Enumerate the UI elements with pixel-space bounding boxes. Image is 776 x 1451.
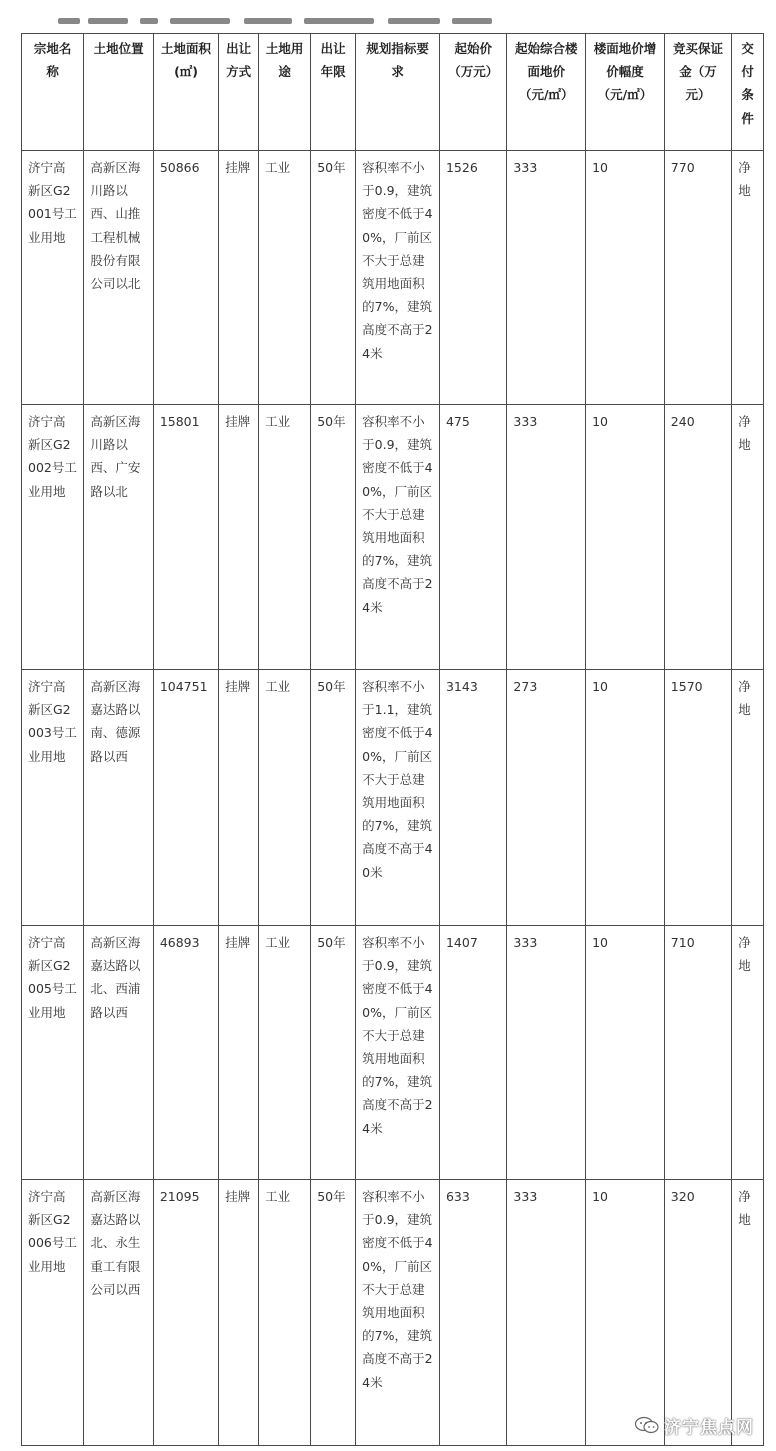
table-row xyxy=(22,405,764,670)
header-location: 土地位置 xyxy=(84,34,153,151)
table-row xyxy=(22,926,764,1180)
cell-term: 50年 xyxy=(311,926,356,1180)
cell-starting-price: 1526 xyxy=(439,151,506,405)
cell-floor-price: 273 xyxy=(507,670,586,926)
cell-parcel-name: 济宁高新区G2006号工业用地 xyxy=(22,1180,84,1446)
cell-planning-requirements: 容积率不小于0.9，建筑密度不低于40%，厂前区不大于总建筑用地面积的7%，建筑高度不高于24米 xyxy=(356,151,440,405)
wechat-icon xyxy=(634,1416,660,1434)
cell-location: 高新区海嘉达路以北、永生重工有限公司以西 xyxy=(84,1180,153,1446)
watermark-text: 济宁焦点网 xyxy=(664,1417,754,1438)
cell-price-increment: 10 xyxy=(586,1180,665,1446)
cell-deposit: 770 xyxy=(664,151,731,405)
cell-location: 高新区海嘉达路以南、德源路以西 xyxy=(84,670,153,926)
cell-transfer-method: 挂牌 xyxy=(219,151,259,405)
cell-area: 46893 xyxy=(153,926,218,1180)
cell-parcel-name: 济宁高新区G2005号工业用地 xyxy=(22,926,84,1180)
cell-location: 高新区海嘉达路以北、西浦路以西 xyxy=(84,926,153,1180)
cell-deposit: 320 xyxy=(664,1180,731,1446)
header-deposit: 竞买保证金（万元） xyxy=(664,34,731,151)
cell-delivery-condition: 净地 xyxy=(732,405,764,670)
cell-area: 50866 xyxy=(153,151,218,405)
cell-land-use: 工业 xyxy=(259,151,311,405)
cell-land-use: 工业 xyxy=(259,670,311,926)
cell-parcel-name: 济宁高新区G2003号工业用地 xyxy=(22,670,84,926)
cell-area: 104751 xyxy=(153,670,218,926)
cell-area: 15801 xyxy=(153,405,218,670)
header-area: 土地面积(㎡) xyxy=(153,34,218,151)
header-starting-price: 起始价（万元） xyxy=(439,34,506,151)
cell-term: 50年 xyxy=(311,670,356,926)
cell-price-increment: 10 xyxy=(586,151,665,405)
cell-deposit: 1570 xyxy=(664,670,731,926)
cell-floor-price: 333 xyxy=(507,1180,586,1446)
watermark xyxy=(634,1413,754,1437)
cell-land-use: 工业 xyxy=(259,926,311,1180)
land-parcel-table xyxy=(21,33,764,1446)
cell-starting-price: 3143 xyxy=(439,670,506,926)
cell-parcel-name: 济宁高新区G2001号工业用地 xyxy=(22,151,84,405)
cell-delivery-condition: 净地 xyxy=(732,151,764,405)
cell-transfer-method: 挂牌 xyxy=(219,405,259,670)
cell-starting-price: 475 xyxy=(439,405,506,670)
cell-location: 高新区海川路以西、广安路以北 xyxy=(84,405,153,670)
cell-starting-price: 633 xyxy=(439,1180,506,1446)
table-row xyxy=(22,1180,764,1446)
header-parcel-name: 宗地名称 xyxy=(22,34,84,151)
cell-delivery-condition: 净地 xyxy=(732,926,764,1180)
header-price-increment: 楼面地价增价幅度（元/㎡） xyxy=(586,34,665,151)
header-floor-price: 起始综合楼面地价（元/㎡） xyxy=(507,34,586,151)
cell-floor-price: 333 xyxy=(507,405,586,670)
cell-land-use: 工业 xyxy=(259,405,311,670)
cell-transfer-method: 挂牌 xyxy=(219,926,259,1180)
cell-deposit: 240 xyxy=(664,405,731,670)
table-row xyxy=(22,151,764,405)
header-transfer-method: 出让方式 xyxy=(219,34,259,151)
cell-delivery-condition: 净地 xyxy=(732,1180,764,1446)
cropped-text-line xyxy=(58,8,498,24)
cell-location: 高新区海川路以西、山推工程机械股份有限公司以北 xyxy=(84,151,153,405)
cell-floor-price: 333 xyxy=(507,926,586,1180)
cell-land-use: 工业 xyxy=(259,1180,311,1446)
cell-planning-requirements: 容积率不小于0.9，建筑密度不低于40%，厂前区不大于总建筑用地面积的7%，建筑高度不高于24米 xyxy=(356,1180,440,1446)
cell-area: 21095 xyxy=(153,1180,218,1446)
cell-term: 50年 xyxy=(311,151,356,405)
cell-delivery-condition: 净地 xyxy=(732,670,764,926)
cell-planning-requirements: 容积率不小于1.1，建筑密度不低于40%，厂前区不大于总建筑用地面积的7%，建筑高度不高于40米 xyxy=(356,670,440,926)
cell-deposit: 710 xyxy=(664,926,731,1180)
table-row xyxy=(22,670,764,926)
cell-planning-requirements: 容积率不小于0.9，建筑密度不低于40%，厂前区不大于总建筑用地面积的7%，建筑高度不高于24米 xyxy=(356,405,440,670)
cell-parcel-name: 济宁高新区G2002号工业用地 xyxy=(22,405,84,670)
cell-transfer-method: 挂牌 xyxy=(219,670,259,926)
cell-term: 50年 xyxy=(311,405,356,670)
cell-floor-price: 333 xyxy=(507,151,586,405)
cell-price-increment: 10 xyxy=(586,670,665,926)
cell-starting-price: 1407 xyxy=(439,926,506,1180)
header-term: 出让年限 xyxy=(311,34,356,151)
cell-price-increment: 10 xyxy=(586,405,665,670)
header-planning-requirements: 规划指标要求 xyxy=(356,34,440,151)
header-delivery-condition: 交付条件 xyxy=(732,34,764,151)
cell-price-increment: 10 xyxy=(586,926,665,1180)
cell-transfer-method: 挂牌 xyxy=(219,1180,259,1446)
table-header-row xyxy=(22,34,764,151)
header-land-use: 土地用途 xyxy=(259,34,311,151)
cell-term: 50年 xyxy=(311,1180,356,1446)
cell-planning-requirements: 容积率不小于0.9，建筑密度不低于40%，厂前区不大于总建筑用地面积的7%，建筑高度不高于24米 xyxy=(356,926,440,1180)
